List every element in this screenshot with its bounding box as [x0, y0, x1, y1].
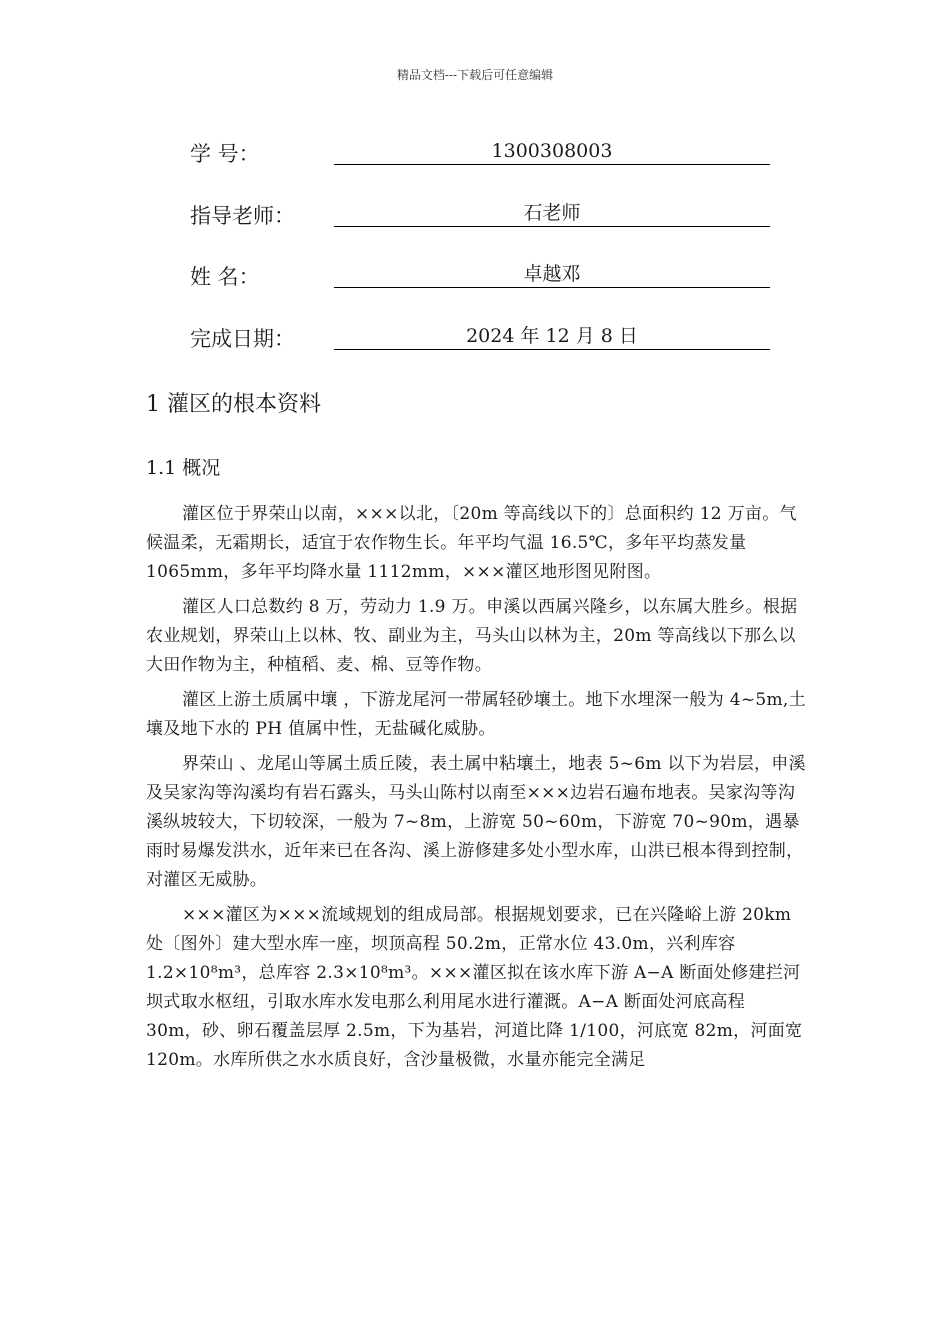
paragraph: ×××灌区为×××流域规划的组成局部。根据规划要求，已在兴隆峪上游 20km 处〔图外〕建大型水库一座，坝顶高程 50.2m，正常水位 43.0m，兴利库容 1.2×10⁸m³，总库容 2.3×10⁸m³。×××灌区拟在该水库下游 A−A 断面处修建拦河坝式取水枢纽，引取水库水发电那么利用尾水进行灌溉。A−A 断面处河底高程 30m，砂、卵石覆盖层厚 2.5m，下为基岩，河道比降 1/100，河底宽 82m，河面宽 120m。水库所供之水水质良好，含沙量极微，水量亦能完全满足 [146, 905, 803, 1070]
advisor-value: 石老师 [334, 200, 770, 227]
student-id-label: 学 号： [190, 142, 260, 166]
paragraph: 灌区人口总数约 8 万，劳动力 1.9 万。申溪以西属兴隆乡，以东属大胜乡。根据农业规划，界荣山上以林、牧、副业为主，马头山以林为主，20m 等高线以下那么以大田作物为主，种植稻、麦、棉、豆等作物。 [146, 597, 798, 675]
body-text [146, 500, 806, 1081]
paragraph: 灌区位于界荣山以南，×××以北，〔20m 等高线以下的〕总面积约 12 万亩。气候温柔，无霜期长，适宜于农作物生长。年平均气温 16.5℃，多年平均蒸发量 1065mm，多年平均降水量 1112mm，×××灌区地形图见附图。 [146, 504, 797, 582]
date-value: 2024 年 12 月 8 日 [334, 323, 770, 350]
page-header: 精品文档---下载后可任意编辑 [396, 68, 554, 82]
advisor-label: 指导老师： [190, 204, 295, 228]
student-id-value: 1300308003 [334, 138, 770, 165]
paragraph: 灌区上游土质属中壤 ，下游龙尾河一带属轻砂壤土。地下水埋深一般为 4~5m,土壤及地下水的 PH 值属中性，无盐碱化威胁。 [146, 690, 806, 739]
subsection-title: 1.1 概况 [146, 457, 221, 479]
name-label: 姓 名： [190, 265, 260, 289]
paragraph: 界荣山 、龙尾山等属土质丘陵，表土属中粘壤土，地表 5~6m 以下为岩层，申溪及吴家沟等沟溪均有岩石露头，马头山陈村以南至×××边岩石遍布地表。吴家沟等沟溪纵坡较大，下切较深，一般为 7~8m，上游宽 50~60m，下游宽 70~90m，遇暴雨时易爆发洪水，近年来已在各沟、溪上游修建多处小型水库，山洪已根本得到控制，对灌区无威胁。 [146, 754, 806, 890]
date-label: 完成日期： [190, 327, 295, 351]
name-value: 卓越邓 [334, 261, 770, 288]
section-title: 1 灌区的根本资料 [146, 392, 321, 417]
